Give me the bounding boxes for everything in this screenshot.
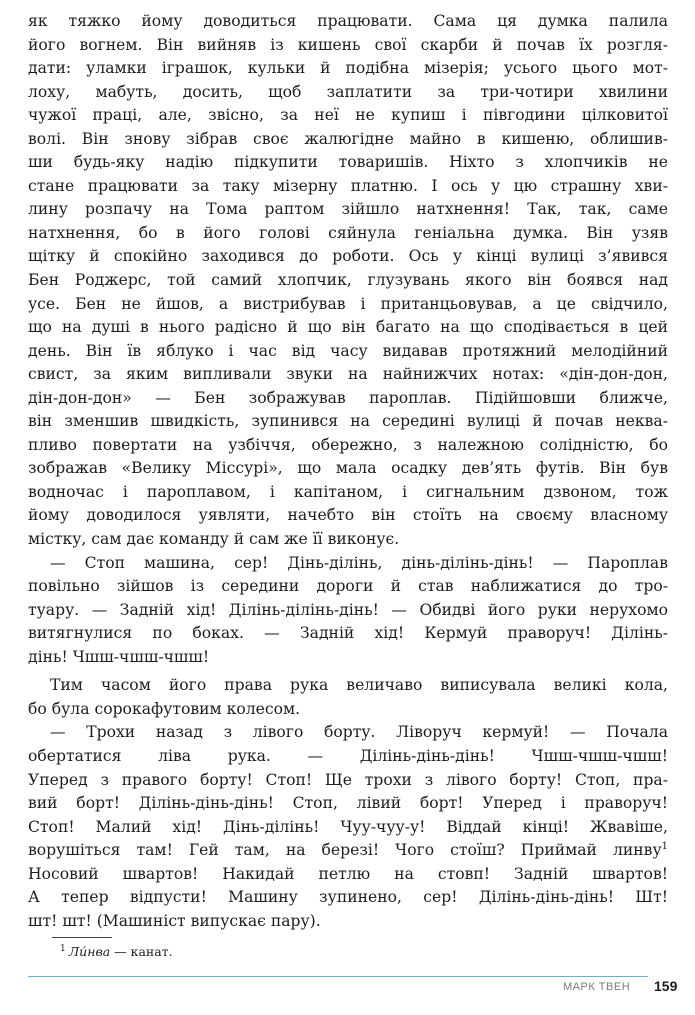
footnote (60, 944, 173, 959)
text-line: усе. Бен не йшов, а вистрибував і пританцьовував, а це свідчило, (28, 294, 668, 313)
footnote-definition: — канат. (110, 944, 173, 959)
text-line: зображав «Велику Міссурі», що мала осадку дев’ять футів. Він був (28, 459, 668, 478)
footnote-reference[interactable]: 1 (661, 841, 668, 853)
page-number: 159 (654, 978, 678, 994)
text-line: вий борт! Ділінь-дінь-дінь! Стоп, лівий борт! Уперед і праворуч! (28, 794, 668, 813)
text-line: щітку й спокійно заходився до роботи. Ось у кінці вулиці з’явився (28, 247, 668, 266)
paragraph (28, 10, 668, 552)
text-line: Бен Роджерс, той самий хлопчик, глузувань якого він боявся над (28, 271, 668, 290)
text-line: стане працювати за таку мізерну платню. І ось у цю страшну хви- (28, 176, 668, 195)
text-line: чужої праці, але, звісно, за неї не купиш і півгодини цілковитої (28, 106, 668, 125)
text-line: лоху, мабуть, досить, щоб заплатити за три-чотири хвилини (28, 82, 668, 101)
footnote-term: Ли́нва (68, 944, 111, 959)
paragraph (50, 552, 668, 576)
text-line: водночас і пароплавом, і капітаном, і сигнальним дзвоном, тож (28, 482, 668, 501)
text-line: шт! шт! (Машиніст випускає пару). (28, 911, 321, 930)
text-line: ши будь-яку надію підкупити товаришів. Ніхто з хлопчиків не (28, 153, 668, 172)
text-line: його вогнем. Він вийняв із кишень свої скарби й почав їх розгля- (28, 35, 668, 54)
text-line: йому доводилося уявляти, начебто він стоїть на своєму власному (28, 506, 668, 525)
text-line: день. Він їв яблуко і час від часу видавав протяжний мелодійний (28, 341, 668, 360)
text-line: волі. Він знову зібрав своє жалюгідне майно в кишеню, облишив- (28, 129, 668, 148)
text-line: А тепер відпусти! Машину зупинено, сер! Ділінь-дінь-дінь! Шт! (28, 888, 668, 907)
text-line: Тим часом його права рука величаво виписувала великі кола, (50, 676, 668, 695)
paragraph-continued (28, 575, 668, 669)
text-line: повільно зійшов із середини дороги й став наближатися до тро- (28, 577, 668, 596)
footnote-number: 1 (60, 944, 66, 954)
text-line: — Стоп машина, сер! Дінь-ділінь, дінь-ділінь-дінь! — Пароплав (50, 553, 668, 572)
text-line: — Трохи назад з лівого борту. Ліворуч кермуй! — Почала (50, 723, 668, 742)
paragraph (28, 721, 668, 933)
text-line: Стоп! Малий хід! Дінь-ділінь! Чуу-чуу-у! Віддай кінці! Жвавіше, (28, 817, 668, 836)
text-line: бо була сорокафутовим колесом. (28, 699, 301, 718)
paragraph (28, 674, 668, 721)
text-line: Уперед з правого борту! Стоп! Ще трохи з лівого борту! Стоп, пра- (28, 770, 668, 789)
text-line-content: ворушіться там! Гей там, на березі! Чого стоїш? Приймай линву (28, 841, 662, 860)
footer-divider (28, 976, 648, 977)
footnote-divider (52, 937, 112, 938)
text-line: містку, сам дає команду й сам же її виконує. (28, 530, 400, 549)
text-line: дін-дон-дон» — Бен зображував пароплав. Підійшовши ближче, (28, 388, 668, 407)
text-line: Носовий швартов! Накидай петлю на стовп! Задній швартов! (28, 864, 668, 883)
text-line: туару. — Задній хід! Ділінь-ділінь-дінь! — Обидві його руки нерухомо витягнулися по боках. — Задній хід! Кермуй праворуч! Ділінь- (28, 600, 668, 643)
text-line: лину розпачу на Тома раптом зійшло натхнення! Так, так, саме (28, 200, 668, 219)
running-footer-author: МАРК ТВЕН (563, 981, 631, 993)
text-line: пливо повертати на узбіччя, обережно, з належною солідністю, бо (28, 435, 668, 454)
text-line: він зменшив швидкість, зупинився на середині вулиці й почав неква- (28, 412, 668, 431)
text-line: що на душі в нього радісно й що він багато на що сподівається в цей (28, 318, 668, 337)
text-line: свист, за яким випливали звуки на найнижчих нотах: «дін-дон-дон, (28, 365, 668, 384)
text-line: дінь! Чшш-чшш-чшш! (28, 647, 210, 666)
text-line: обертатися ліва рука. — Ділінь-дінь-дінь! Чшш-чшш-чшш! (28, 746, 668, 765)
text-line: як тяжко йому доводиться працювати. Сама ця думка палила (28, 12, 668, 30)
text-line: дати: уламки іграшок, кульки й подібна мізерія; усього цього мот- (28, 59, 668, 78)
text-line: натхнення, бо в його голові сяйнула геніальна думка. Він узяв (28, 223, 668, 242)
text-line (28, 839, 668, 863)
page-body (28, 10, 668, 933)
